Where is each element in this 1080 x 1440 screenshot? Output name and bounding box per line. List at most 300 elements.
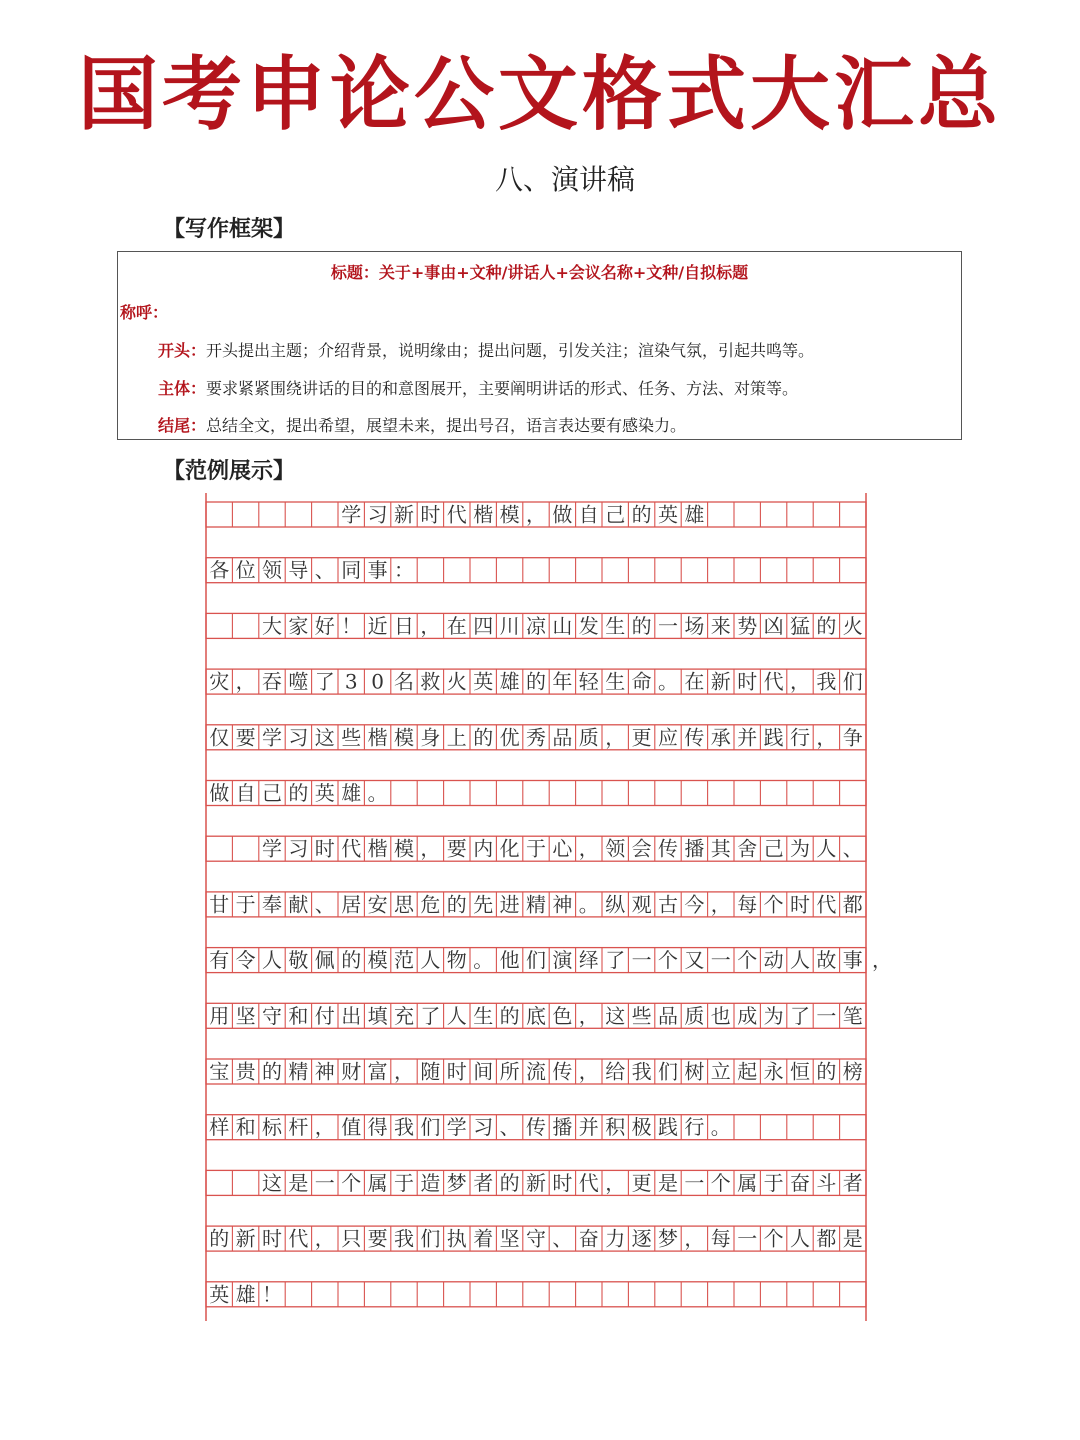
grid-char: 绎	[578, 948, 599, 973]
grid-char: 领	[262, 558, 282, 583]
grid-char: 楷	[367, 725, 388, 750]
grid-char: 精	[288, 1059, 309, 1084]
grid-char: 。	[367, 781, 388, 805]
grid-char: 人	[816, 836, 837, 861]
grid-char: 所	[499, 1059, 520, 1084]
grid-char: 守	[262, 1003, 282, 1028]
grid-char: 、	[314, 892, 335, 917]
grid-char: 的	[499, 1003, 520, 1028]
grid-char: 底	[526, 1003, 546, 1028]
grid-char: 会	[631, 836, 652, 861]
grid-char: 故	[816, 948, 837, 973]
grid-char: 时	[446, 1059, 467, 1084]
grid-row	[206, 781, 866, 806]
grid-char: 坚	[499, 1226, 520, 1251]
grid-char: 时	[552, 1170, 573, 1195]
grid-char: 值	[341, 1115, 362, 1140]
grid-char: 凉	[526, 613, 546, 638]
grid-char: 家	[288, 613, 309, 638]
grid-char: 们	[658, 1059, 678, 1084]
grid-char: 富	[367, 1059, 388, 1084]
grid-char: 的	[288, 781, 309, 805]
grid-char: 代	[763, 669, 784, 694]
main-title: 国考申论公文格式大汇总	[78, 48, 1002, 141]
grid-char: 永	[763, 1059, 784, 1084]
grid-char: 习	[288, 836, 309, 861]
grid-char: 斗	[816, 1170, 837, 1195]
grid-char: 人	[790, 1226, 810, 1251]
grid-char: 些	[631, 1003, 652, 1028]
grid-char: 力	[605, 1226, 626, 1251]
grid-row	[206, 558, 866, 583]
grid-char: 于	[235, 892, 256, 917]
grid-char: 行	[684, 1115, 705, 1140]
grid-row	[206, 613, 866, 638]
grid-char: 承	[710, 725, 731, 750]
grid-char: 吞	[262, 669, 282, 694]
grid-char: 质	[684, 1003, 705, 1028]
grid-char: 付	[314, 1003, 335, 1028]
grid-char: 人	[262, 948, 282, 973]
grid-char: 秀	[526, 725, 546, 750]
grid-char: 年	[552, 669, 573, 694]
grid-char: 于	[526, 836, 546, 861]
grid-char: 新	[526, 1170, 546, 1195]
grid-char: 属	[367, 1170, 388, 1195]
grid-char: 、	[499, 1115, 520, 1140]
grid-char: 并	[737, 725, 758, 750]
grid-char: 的	[473, 725, 494, 750]
grid-char: 代	[341, 836, 362, 861]
grid-char: 做	[552, 502, 573, 527]
grid-char: 学	[262, 725, 282, 750]
grid-char: 造	[420, 1170, 441, 1195]
grid-char: 导	[288, 558, 309, 583]
grid-char: 雄	[235, 1282, 256, 1307]
grid-char: 神	[314, 1059, 335, 1084]
grid-row	[206, 1115, 866, 1140]
grid-char: 的	[499, 1170, 520, 1195]
grid-char: ！	[262, 1282, 282, 1307]
grid-char: ：	[394, 558, 414, 583]
grid-char: 于	[394, 1170, 414, 1195]
grid-char: 舍	[737, 836, 758, 861]
grid-char: 的	[209, 1226, 230, 1251]
grid-char: 安	[367, 892, 388, 917]
grid-char: 样	[209, 1115, 230, 1140]
grid-char: 了	[605, 948, 626, 973]
grid-char: 的	[446, 892, 467, 917]
grid-char: 动	[763, 948, 784, 973]
grid-char: 楷	[473, 502, 494, 527]
grid-char: 梦	[446, 1170, 467, 1195]
grid-char: 火	[446, 669, 467, 694]
essay-grid-paper	[204, 493, 894, 1323]
grid-char: 3	[344, 669, 358, 694]
grid-char: 自	[235, 781, 256, 805]
grid-char: ！	[341, 613, 362, 638]
grid-char: 古	[658, 892, 678, 917]
framework-title-line: 标题：关于+事由+文种/讲话人+会议名称+文种/自拟标题	[330, 263, 749, 282]
grid-char: 是	[658, 1170, 678, 1195]
grid-char: 、	[314, 558, 335, 583]
grid-char: 我	[631, 1059, 652, 1084]
grid-char: 在	[684, 669, 705, 694]
grid-char: 逐	[631, 1226, 652, 1251]
grid-char: 品	[552, 725, 573, 750]
grid-char: 一	[314, 1170, 335, 1195]
grid-char: 质	[578, 725, 599, 750]
grid-char: 凶	[763, 613, 784, 638]
grid-char: 上	[446, 725, 467, 750]
grid-char: 奋	[790, 1170, 810, 1195]
grid-char: 播	[684, 836, 705, 861]
grid-char: 事	[367, 558, 388, 583]
grid-char: 英	[658, 502, 678, 527]
framework-body	[158, 376, 798, 399]
grid-char: 树	[684, 1059, 705, 1084]
framework-box	[117, 251, 962, 440]
grid-char: 时	[262, 1226, 282, 1251]
grid-char: 各	[209, 558, 230, 583]
grid-char: 传	[684, 725, 705, 750]
grid-char: 的	[341, 948, 362, 973]
grid-char: 时	[790, 892, 810, 917]
grid-char: 代	[816, 892, 837, 917]
grid-char: ，	[816, 725, 837, 750]
body-label: 主体：	[158, 379, 207, 398]
grid-char: 为	[763, 1003, 784, 1028]
grid-char: 成	[737, 1003, 758, 1028]
grid-char: 模	[394, 725, 414, 750]
grid-char: 。	[578, 892, 599, 917]
grid-char: 佩	[314, 948, 335, 973]
grid-char: 起	[737, 1059, 758, 1084]
grid-char: ，	[578, 1003, 599, 1028]
grid-char: 只	[341, 1226, 362, 1251]
grid-char: 了	[790, 1003, 810, 1028]
grid-char: 属	[737, 1170, 758, 1195]
grid-char: 都	[816, 1226, 837, 1251]
grid-char: 要	[446, 836, 467, 861]
grid-char: 流	[526, 1059, 546, 1084]
grid-char: 着	[473, 1226, 494, 1251]
grid-char: 也	[710, 1003, 731, 1028]
grid-char: 了	[314, 669, 335, 694]
grid-char: 更	[631, 725, 652, 750]
grid-char: 模	[499, 502, 520, 527]
grid-char: 一	[816, 1003, 837, 1028]
grid-char: 精	[526, 892, 546, 917]
grid-char: 英	[209, 1282, 230, 1307]
grid-char: 生	[605, 613, 626, 638]
grid-char: 的	[816, 613, 837, 638]
grid-char: 个	[737, 948, 758, 973]
grid-char: 我	[394, 1226, 414, 1251]
grid-char: 新	[394, 502, 414, 527]
overflow-punctuation: ，	[872, 948, 892, 973]
grid-char: 是	[288, 1170, 309, 1195]
grid-char: 事	[842, 948, 863, 973]
grid-char: 。	[473, 948, 494, 973]
grid-char: 物	[446, 948, 467, 973]
grid-char: 守	[526, 1226, 546, 1251]
framework-heading: 【写作框架】	[163, 217, 296, 242]
grid-char: 立	[710, 1059, 731, 1084]
grid-char: 要	[367, 1226, 388, 1251]
grid-char: 学	[446, 1115, 467, 1140]
grid-char: 人	[446, 1003, 467, 1028]
grid-char: 代	[578, 1170, 599, 1195]
section-title: 八、演讲稿	[494, 163, 635, 196]
grid-row	[206, 1226, 866, 1251]
grid-char: 者	[842, 1170, 863, 1195]
grid-char: 时	[314, 836, 335, 861]
grid-char: 模	[367, 948, 388, 973]
grid-char: 奉	[262, 892, 282, 917]
grid-char: 践	[658, 1115, 678, 1140]
grid-char: 习	[288, 725, 309, 750]
grid-char: 传	[526, 1115, 546, 1140]
grid-char: 恒	[790, 1059, 810, 1084]
grid-char: ，	[605, 725, 626, 750]
grid-char: 领	[605, 836, 626, 861]
grid-char: 践	[763, 725, 784, 750]
grid-char: 奋	[578, 1226, 599, 1251]
grid-char: 的	[631, 613, 652, 638]
grid-row	[206, 892, 866, 917]
ending-label: 结尾：	[158, 416, 207, 435]
grid-char: 噬	[288, 669, 309, 694]
grid-char: 贵	[235, 1059, 256, 1084]
grid-char: ，	[578, 1059, 599, 1084]
grid-char: 范	[394, 948, 414, 973]
grid-char: 己	[605, 502, 626, 527]
grid-char: 一	[710, 948, 731, 973]
grid-row	[206, 669, 866, 694]
grid-char: 演	[552, 948, 573, 973]
grid-char: 进	[499, 892, 520, 917]
grid-char: 一	[684, 1170, 705, 1195]
grid-char: 这	[262, 1170, 282, 1195]
grid-char: ，	[578, 836, 599, 861]
example-heading: 【范例展示】	[163, 459, 296, 484]
grid-char: 更	[631, 1170, 652, 1195]
grid-char: 内	[473, 836, 494, 861]
grid-char: ，	[314, 1115, 335, 1140]
grid-row-frame	[206, 1282, 866, 1307]
grid-char: 这	[314, 725, 335, 750]
opening-label: 开头：	[158, 341, 207, 360]
grid-char: ，	[394, 1059, 414, 1084]
grid-char: 标	[262, 1115, 282, 1140]
framework-ending	[158, 413, 686, 436]
grid-char: 势	[737, 613, 758, 638]
grid-char: 杆	[288, 1115, 309, 1140]
grid-char: 发	[578, 613, 599, 638]
grid-char: 火	[842, 613, 863, 638]
grid-char: 日	[394, 613, 414, 638]
grid-char: 和	[288, 1003, 309, 1028]
grid-char: 我	[816, 669, 837, 694]
grid-char: 传	[658, 836, 678, 861]
grid-char: 观	[631, 892, 652, 917]
grid-char: 危	[420, 892, 441, 917]
grid-char: 甘	[209, 892, 230, 917]
grid-char: 、	[552, 1226, 573, 1251]
grid-char: 一	[658, 613, 678, 638]
grid-char: 坚	[235, 1003, 256, 1028]
grid-row	[206, 1003, 866, 1028]
grid-char: 化	[499, 836, 520, 861]
grid-char: 学	[262, 836, 282, 861]
grid-char: 笔	[842, 1003, 863, 1028]
grid-char: 、	[842, 836, 863, 861]
grid-char: 0	[371, 669, 384, 694]
grid-char: 。	[658, 669, 678, 694]
grid-char: 心	[552, 836, 573, 861]
grid-char: 生	[605, 669, 626, 694]
grid-char: 填	[367, 1003, 388, 1028]
grid-char: 同	[341, 558, 362, 583]
grid-char: 川	[499, 613, 520, 638]
grid-char: 个	[763, 892, 784, 917]
grid-char: 我	[394, 1115, 414, 1140]
grid-char: 代	[288, 1226, 309, 1251]
grid-char: 英	[314, 781, 335, 805]
grid-char: 时	[420, 502, 441, 527]
grid-char: 得	[367, 1115, 388, 1140]
grid-char: 者	[473, 1170, 494, 1195]
grid-char: 于	[763, 1170, 784, 1195]
grid-char: 救	[420, 669, 441, 694]
grid-char: 梦	[658, 1226, 678, 1251]
grid-char: 仅	[209, 725, 230, 750]
opening-text: 开头提出主题；介绍背景，说明缘由；提出问题，引发关注；渲染气氛，引起共鸣等。	[206, 341, 815, 360]
grid-row	[206, 725, 866, 750]
grid-char: 习	[367, 502, 388, 527]
grid-char: 在	[446, 613, 467, 638]
grid-char: 位	[235, 558, 256, 583]
grid-char: 习	[473, 1115, 494, 1140]
grid-char: 。	[710, 1115, 731, 1140]
grid-char: 榜	[842, 1059, 863, 1084]
grid-char: 们	[526, 948, 546, 973]
grid-char: ，	[235, 669, 256, 694]
grid-char: ，	[420, 836, 441, 861]
grid-char: 执	[446, 1226, 467, 1251]
grid-char: 这	[605, 1003, 626, 1028]
grid-char: 纵	[605, 892, 626, 917]
grid-char: 居	[341, 892, 362, 917]
grid-char: 优	[499, 725, 520, 750]
grid-char: 和	[235, 1115, 256, 1140]
grid-char: ，	[710, 892, 731, 917]
grid-char: 名	[394, 669, 414, 694]
grid-char: 积	[605, 1115, 626, 1140]
grid-char: 品	[658, 1003, 678, 1028]
grid-char: 四	[473, 613, 494, 638]
grid-char: 播	[552, 1115, 573, 1140]
grid-char: 做	[209, 781, 230, 805]
grid-char: 争	[842, 725, 863, 750]
grid-char: 出	[341, 1003, 362, 1028]
grid-char: 有	[209, 948, 230, 973]
grid-char: 己	[262, 781, 282, 805]
grid-char: 英	[473, 669, 494, 694]
grid-char: 人	[420, 948, 441, 973]
grid-char: 们	[842, 669, 863, 694]
grid-row	[206, 1059, 866, 1084]
grid-char: 令	[235, 948, 256, 973]
grid-char: 财	[341, 1059, 362, 1084]
grid-char: ，	[790, 669, 810, 694]
grid-char: 随	[420, 1059, 441, 1084]
grid-char: 场	[684, 613, 705, 638]
grid-char: ，	[526, 502, 546, 527]
grid-row	[206, 502, 866, 527]
ending-text: 总结全文，提出希望，展望未来，提出号召，语言表达要有感染力。	[206, 416, 687, 435]
grid-char: 并	[578, 1115, 599, 1140]
grid-char: 用	[209, 1003, 230, 1028]
grid-char: 自	[578, 502, 599, 527]
grid-char: 雄	[684, 502, 705, 527]
grid-char: 思	[394, 892, 414, 917]
grid-char: 都	[842, 892, 863, 917]
grid-char: 时	[737, 669, 758, 694]
grid-char: 个	[710, 1170, 731, 1195]
grid-char: 己	[763, 836, 784, 861]
grid-char: 间	[473, 1059, 494, 1084]
grid-char: 是	[842, 1226, 863, 1251]
grid-char: 传	[552, 1059, 573, 1084]
grid-char: 些	[341, 725, 362, 750]
grid-char: 神	[552, 892, 573, 917]
grid-char: 模	[394, 836, 414, 861]
grid-char: 每	[710, 1226, 731, 1251]
grid-char: 来	[710, 613, 731, 638]
grid-char: 了	[420, 1003, 441, 1028]
grid-char: 人	[790, 948, 810, 973]
grid-char: 命	[631, 669, 652, 694]
grid-char: 又	[684, 948, 705, 973]
grid-char: 雄	[341, 781, 362, 805]
grid-char: 学	[341, 502, 362, 527]
grid-row	[206, 948, 892, 973]
grid-char: 色	[552, 1003, 573, 1028]
grid-char: 敬	[288, 948, 309, 973]
grid-char: 行	[790, 725, 810, 750]
grid-char: 个	[763, 1226, 784, 1251]
grid-char: 先	[473, 892, 494, 917]
grid-char: 身	[420, 725, 441, 750]
grid-char: 的	[526, 669, 546, 694]
grid-char: 充	[394, 1003, 414, 1028]
grid-char: 灾	[209, 669, 230, 694]
grid-char: 他	[499, 948, 520, 973]
grid-row	[206, 1282, 866, 1307]
grid-char: ，	[684, 1226, 705, 1251]
grid-char: 应	[658, 725, 678, 750]
grid-row	[206, 836, 866, 861]
grid-char: 雄	[499, 669, 520, 694]
grid-char: 的	[816, 1059, 837, 1084]
framework-salutation: 称呼：	[120, 303, 169, 322]
grid-char: 一	[737, 1226, 758, 1251]
grid-char: 宝	[209, 1059, 230, 1084]
grid-char: 献	[288, 892, 309, 917]
grid-char: 新	[235, 1226, 256, 1251]
